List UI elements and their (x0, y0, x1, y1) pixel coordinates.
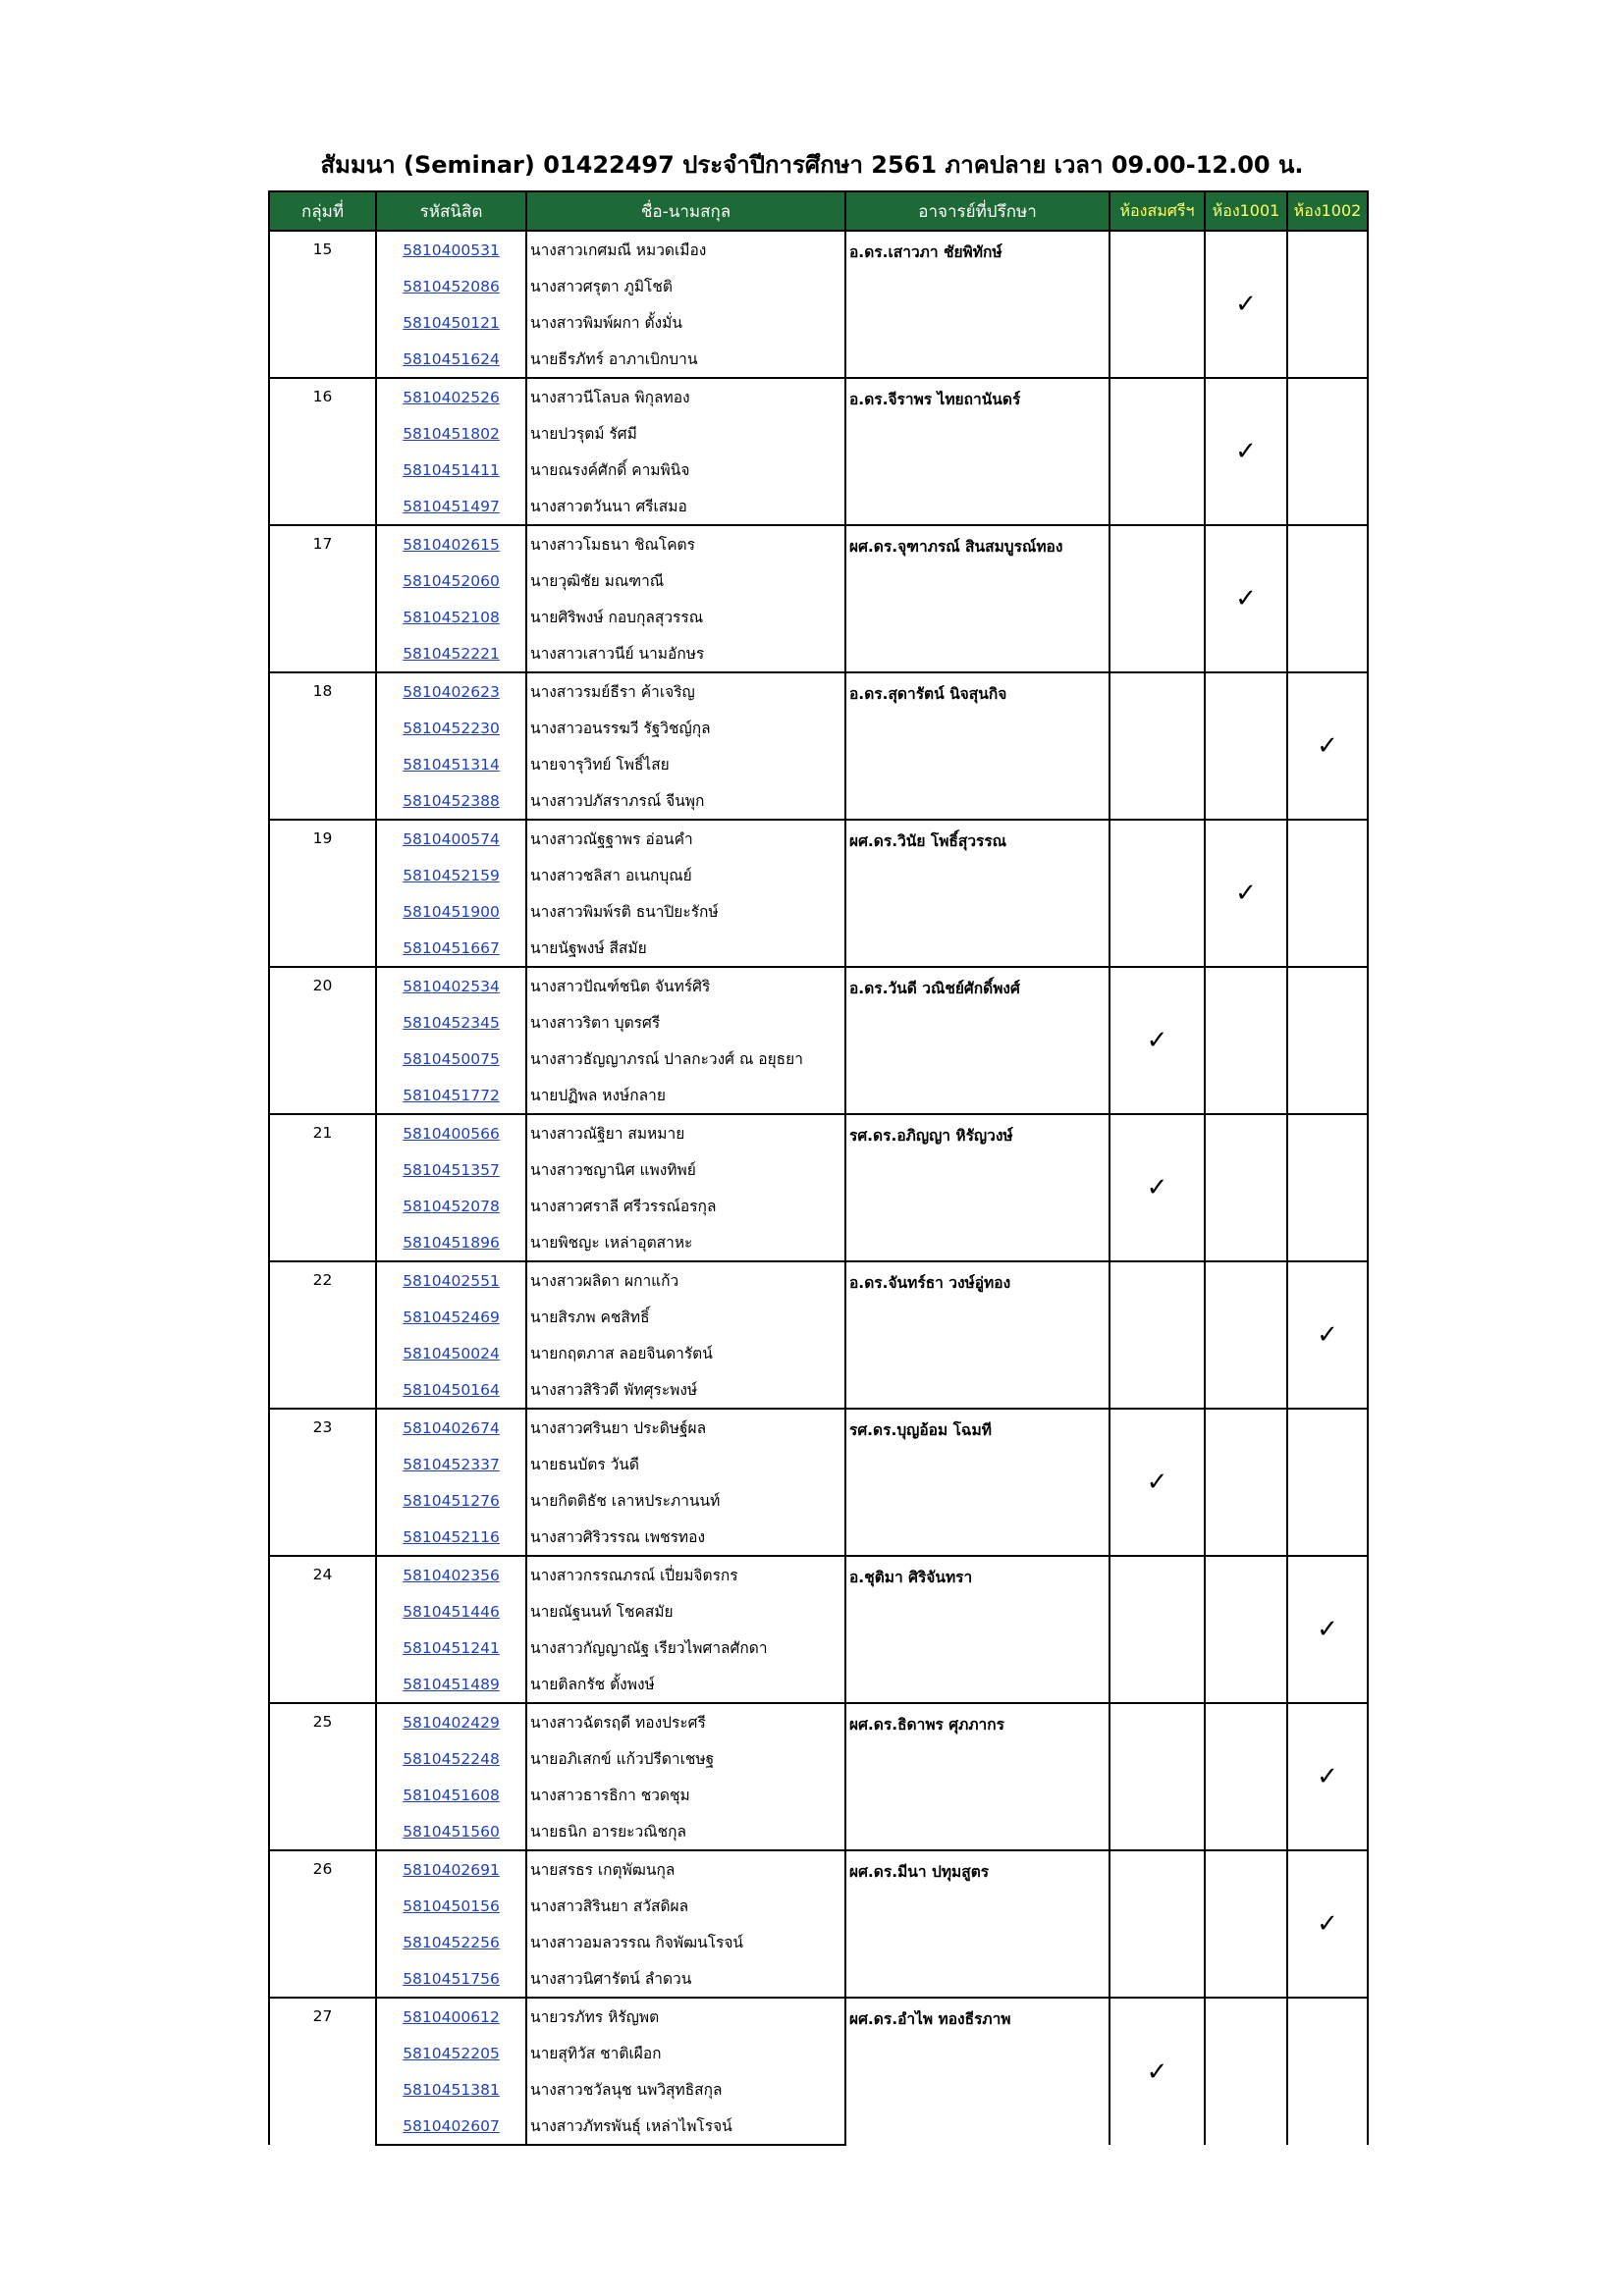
advisor-name: รศ.ดร.บุญอ้อม โฉมที (845, 1409, 1110, 1556)
header-room-1001: ห้อง1001 (1205, 191, 1287, 231)
student-id-link[interactable]: 5810452159 (403, 866, 500, 884)
student-id-cell (376, 1703, 526, 1740)
student-id-link[interactable]: 5810451802 (403, 424, 500, 443)
student-name: นางสาวสิริวดี พัทศุระพงษ์ (526, 1371, 845, 1409)
header-name: ชื่อ-นามสกุล (526, 191, 845, 231)
group-number: 27 (269, 1998, 376, 2145)
student-id-link[interactable]: 5810451900 (403, 902, 500, 921)
room-1001-cell (1205, 525, 1287, 672)
group-number: 15 (269, 231, 376, 378)
student-name: นายกฤตภาส ลอยจินดารัตน์ (526, 1335, 845, 1371)
student-id-cell (376, 1556, 526, 1593)
student-id-link[interactable]: 5810450075 (403, 1049, 500, 1068)
student-id-link[interactable]: 5810402623 (403, 682, 500, 701)
student-id-link[interactable]: 5810451489 (403, 1675, 500, 1693)
student-id-cell (376, 1188, 526, 1224)
student-id-cell (376, 1593, 526, 1629)
student-id-link[interactable]: 5810451446 (403, 1602, 500, 1621)
student-id-link[interactable]: 5810451624 (403, 349, 500, 368)
student-id-link[interactable]: 5810451756 (403, 1969, 500, 1988)
room-somsri-cell (1110, 672, 1205, 820)
header-advisor: อาจารย์ที่ปรึกษา (845, 191, 1110, 231)
student-name: นางสาวศิริวรรณ เพชรทอง (526, 1519, 845, 1556)
room-1001-cell (1205, 1556, 1287, 1703)
student-id-link[interactable]: 5810450121 (403, 313, 500, 332)
group-number: 19 (269, 820, 376, 967)
student-name: นางสาวตวันนา ศรีเสมอ (526, 488, 845, 525)
student-name: นายธนบัตร วันดี (526, 1446, 845, 1482)
table-row (269, 1409, 1368, 1446)
student-id-cell (376, 2071, 526, 2108)
student-name: นางสาวฉัตรฤดี ทองประศรี (526, 1703, 845, 1740)
advisor-name: อ.ดร.เสาวภา ชัยพิทักษ์ (845, 231, 1110, 378)
student-name: นางสาวณัฐิยา สมหมาย (526, 1114, 845, 1151)
student-id-link[interactable]: 5810400612 (403, 2007, 500, 2026)
student-id-link[interactable]: 5810451381 (403, 2080, 500, 2099)
room-1002-cell (1287, 525, 1368, 672)
student-name: นายอภิเสกข์ แก้วปรีดาเชษฐ (526, 1740, 845, 1777)
check-mark-icon: ✓ (1146, 2056, 1168, 2087)
room-somsri-cell (1110, 820, 1205, 967)
student-id-cell (376, 1777, 526, 1813)
student-id-cell (376, 635, 526, 672)
room-somsri-cell (1110, 378, 1205, 525)
check-mark-icon: ✓ (1317, 731, 1338, 761)
check-mark-icon: ✓ (1146, 1026, 1168, 1055)
student-name: นายปวรุตม์ รัศมี (526, 415, 845, 452)
student-name: นายสิรภพ คชสิทธิ์ (526, 1299, 845, 1335)
table-row (269, 1556, 1368, 1593)
advisor-name: ผศ.ดร.อำไพ ทองธีรภาพ (845, 1998, 1110, 2145)
room-somsri-cell (1110, 231, 1205, 378)
student-name: นายณรงค์ศักดิ์ คามพินิจ (526, 452, 845, 488)
check-mark-icon: ✓ (1146, 1468, 1168, 1497)
student-id-cell (376, 304, 526, 341)
room-1002-cell (1287, 1556, 1368, 1703)
student-name: นายสุทิวัส ชาติเผือก (526, 2035, 845, 2071)
student-name: นางสาวกรรณภรณ์ เปี่ยมจิตรกร (526, 1556, 845, 1593)
student-name: นางสาวชญานิศ แพงทิพย์ (526, 1151, 845, 1188)
table-row (269, 1114, 1368, 1151)
check-mark-icon: ✓ (1317, 1909, 1338, 1939)
student-id-cell (376, 1114, 526, 1151)
group-number: 18 (269, 672, 376, 820)
student-name: นายธีรภัทร์ อาภาเบิกบาน (526, 341, 845, 378)
group-number: 21 (269, 1114, 376, 1261)
room-1002-cell (1287, 820, 1368, 967)
student-id-cell (376, 1813, 526, 1850)
group-number: 20 (269, 967, 376, 1114)
student-id-cell (376, 1224, 526, 1261)
student-id-cell (376, 525, 526, 562)
table-row (269, 1703, 1368, 1740)
student-id-cell (376, 1004, 526, 1041)
student-id-cell (376, 341, 526, 378)
advisor-name: อ.ดร.วันดี วณิชย์ศักดิ์พงศ์ (845, 967, 1110, 1114)
student-name: นางสาวพิมพ์ผกา ตั้งมั่น (526, 304, 845, 341)
student-name: นายนัฐพงษ์ สีสมัย (526, 930, 845, 967)
student-id-cell (376, 1335, 526, 1371)
page-title: สัมมนา (Seminar) 01422497 ประจำปีการศึกษา 2561 ภาคปลาย เวลา 09.00-12.00 น. (320, 151, 1304, 179)
table-row (269, 967, 1368, 1004)
room-1001-cell (1205, 1850, 1287, 1998)
room-1001-cell (1205, 1703, 1287, 1850)
table-row (269, 1998, 1368, 2035)
check-mark-icon: ✓ (1146, 1173, 1168, 1202)
room-1001-cell (1205, 672, 1287, 820)
student-name: นางสาวผลิดา ผกาแก้ว (526, 1261, 845, 1299)
student-id-cell (376, 1960, 526, 1998)
student-id-link[interactable]: 5810402526 (403, 388, 500, 406)
student-id-cell (376, 599, 526, 635)
student-id-cell (376, 2108, 526, 2145)
check-mark-icon: ✓ (1317, 1320, 1338, 1350)
student-name: นางสาวนิศารัตน์ ลำดวน (526, 1960, 845, 1998)
student-id-cell (376, 268, 526, 304)
student-id-cell (376, 782, 526, 820)
table-row (269, 820, 1368, 857)
room-1001-cell (1205, 378, 1287, 525)
student-id-link[interactable]: 5810451241 (403, 1638, 500, 1657)
room-1001-cell (1205, 967, 1287, 1114)
advisor-name: ผศ.ดร.ธิดาพร ศุภภากร (845, 1703, 1110, 1850)
student-name: นางสาวเกศมณี หมวดเมือง (526, 231, 845, 268)
room-somsri-cell (1110, 1703, 1205, 1850)
student-id-link[interactable]: 5810402691 (403, 1860, 500, 1879)
student-id-cell (376, 930, 526, 967)
student-name: นายวรภัทร หิรัญพต (526, 1998, 845, 2035)
check-mark-icon: ✓ (1235, 584, 1257, 614)
room-somsri-cell (1110, 1556, 1205, 1703)
student-name: นางสาวริตา บุตรศรี (526, 1004, 845, 1041)
student-name: นางสาวธารธิกา ชวดชุม (526, 1777, 845, 1813)
student-name: นางสาวปัณฑ์ชนิต จันทร์ศิริ (526, 967, 845, 1004)
student-id-link[interactable]: 5810402607 (403, 2116, 500, 2135)
student-id-link[interactable]: 5810451411 (403, 460, 500, 479)
header-room-1002: ห้อง1002 (1287, 191, 1368, 231)
room-1002-cell (1287, 1114, 1368, 1261)
student-id-cell (376, 1482, 526, 1519)
student-name: นางสาวรมย์ธีรา ค้าเจริญ (526, 672, 845, 710)
student-id-cell (376, 562, 526, 599)
student-id-cell (376, 1151, 526, 1188)
room-1001-cell (1205, 820, 1287, 967)
student-id-link[interactable]: 5810400574 (403, 829, 500, 848)
student-id-cell (376, 231, 526, 268)
student-name: นางสาวสิรินยา สวัสดิผล (526, 1888, 845, 1924)
student-name: นายณัฐนนท์ โชคสมัย (526, 1593, 845, 1629)
student-id-cell (376, 1261, 526, 1299)
room-1002-cell (1287, 672, 1368, 820)
room-1002-cell (1287, 378, 1368, 525)
advisor-name: อ.ดร.สุดารัตน์ นิจสุนกิจ (845, 672, 1110, 820)
student-id-link[interactable]: 5810452086 (403, 277, 500, 295)
table-row (269, 1261, 1368, 1299)
student-id-link[interactable]: 5810402429 (403, 1713, 500, 1732)
student-id-cell (376, 893, 526, 930)
student-id-cell (376, 967, 526, 1004)
student-id-link[interactable]: 5810452388 (403, 791, 500, 810)
student-name: นายจารุวิทย์ โพธิ์ไสย (526, 746, 845, 782)
student-id-cell (376, 415, 526, 452)
student-id-cell (376, 1446, 526, 1482)
student-name: นางสาวนีโลบล พิกุลทอง (526, 378, 845, 415)
student-id-cell (376, 746, 526, 782)
advisor-name: รศ.ดร.อภิญญา หิรัญวงษ์ (845, 1114, 1110, 1261)
student-name: นางสาวโมธนา ชิณโคตร (526, 525, 845, 562)
group-number: 16 (269, 378, 376, 525)
student-name: นายกิตติธัช เลาหประภานนท์ (526, 1482, 845, 1519)
room-somsri-cell (1110, 525, 1205, 672)
student-name: นางสาวอมลวรรณ กิจพัฒนโรจน์ (526, 1924, 845, 1960)
room-somsri-cell (1110, 1409, 1205, 1556)
student-id-link[interactable]: 5810452060 (403, 571, 500, 590)
check-mark-icon: ✓ (1317, 1615, 1338, 1644)
table-row (269, 672, 1368, 710)
student-id-cell (376, 1077, 526, 1114)
room-1001-cell (1205, 1998, 1287, 2145)
student-id-cell (376, 1924, 526, 1960)
check-mark-icon: ✓ (1235, 437, 1257, 466)
student-id-cell (376, 1409, 526, 1446)
student-id-link[interactable]: 5810452248 (403, 1749, 500, 1768)
student-name: นายวุฒิชัย มณฑาณี (526, 562, 845, 599)
student-id-cell (376, 1519, 526, 1556)
student-id-link[interactable]: 5810402356 (403, 1566, 500, 1584)
table-row (269, 378, 1368, 415)
student-id-link[interactable]: 5810400566 (403, 1124, 500, 1143)
header-group: กลุ่มที่ (269, 191, 376, 231)
student-id-link[interactable]: 5810450156 (403, 1896, 500, 1915)
advisor-name: อ.ดร.จันทร์ธา วงษ์อู่ทอง (845, 1261, 1110, 1409)
group-number: 23 (269, 1409, 376, 1556)
student-id-link[interactable]: 5810450024 (403, 1344, 500, 1362)
student-id-cell (376, 452, 526, 488)
check-mark-icon: ✓ (1317, 1762, 1338, 1791)
student-id-link[interactable]: 5810452469 (403, 1308, 500, 1326)
student-id-link[interactable]: 5810450164 (403, 1380, 500, 1399)
student-name: นางสาวธัญญาภรณ์ ปาลกะวงศ์ ณ อยุธยา (526, 1041, 845, 1077)
student-name: นางสาวปภัสราภรณ์ จีนพุก (526, 782, 845, 820)
student-name: นางสาวชลิสา อเนกบุณย์ (526, 857, 845, 893)
room-1002-cell (1287, 231, 1368, 378)
student-name: นางสาวพิมพ์รติ ธนาปิยะรักษ์ (526, 893, 845, 930)
room-1002-cell (1287, 1409, 1368, 1556)
student-id-link[interactable]: 5810402674 (403, 1418, 500, 1437)
student-id-link[interactable]: 5810451608 (403, 1786, 500, 1804)
advisor-name: ผศ.ดร.จุฑาภรณ์ สินสมบูรณ์ทอง (845, 525, 1110, 672)
check-mark-icon: ✓ (1235, 879, 1257, 908)
room-1002-cell (1287, 1998, 1368, 2145)
advisor-name: อ.ดร.จีราพร ไทยถานันดร์ (845, 378, 1110, 525)
student-id-cell (376, 857, 526, 893)
student-name: นายศิริพงษ์ กอบกุลสุวรรณ (526, 599, 845, 635)
table-row (269, 525, 1368, 562)
student-id-link[interactable]: 5810451357 (403, 1160, 500, 1179)
student-id-cell (376, 488, 526, 525)
room-somsri-cell (1110, 1114, 1205, 1261)
student-id-link[interactable]: 5810451276 (403, 1491, 500, 1510)
student-id-link[interactable]: 5810452078 (403, 1197, 500, 1215)
student-id-link[interactable]: 5810452337 (403, 1455, 500, 1473)
table-body (269, 231, 1368, 2145)
student-id-cell (376, 672, 526, 710)
student-id-link[interactable]: 5810451497 (403, 497, 500, 515)
student-id-link[interactable]: 5810452256 (403, 1933, 500, 1951)
student-id-link[interactable]: 5810402534 (403, 977, 500, 995)
seminar-schedule-table (268, 190, 1369, 2146)
student-name: นายพิชญะ เหล่าอุตสาหะ (526, 1224, 845, 1261)
room-1002-cell (1287, 967, 1368, 1114)
student-id-cell (376, 1371, 526, 1409)
room-1002-cell (1287, 1850, 1368, 1998)
group-number: 25 (269, 1703, 376, 1850)
group-number: 22 (269, 1261, 376, 1409)
student-id-link[interactable]: 5810452205 (403, 2044, 500, 2062)
student-name: นางสาวกัญญาณัฐ เรียวไพศาลศักดา (526, 1629, 845, 1666)
room-somsri-cell (1110, 1998, 1205, 2145)
student-id-cell (376, 1740, 526, 1777)
student-id-link[interactable]: 5810451560 (403, 1822, 500, 1841)
student-id-cell (376, 710, 526, 746)
room-1002-cell (1287, 1261, 1368, 1409)
student-id-link[interactable]: 5810402615 (403, 535, 500, 554)
room-somsri-cell (1110, 1850, 1205, 1998)
student-id-cell (376, 1888, 526, 1924)
student-id-link[interactable]: 5810451314 (403, 755, 500, 774)
room-1001-cell (1205, 1409, 1287, 1556)
check-mark-icon: ✓ (1235, 290, 1257, 319)
table-header (269, 191, 1368, 231)
student-id-link[interactable]: 5810402551 (403, 1271, 500, 1290)
student-name: นางสาวเสาวนีย์ นามอักษร (526, 635, 845, 672)
student-id-link[interactable]: 5810452221 (403, 644, 500, 663)
student-name: นางสาวศราลี ศรีวรรณ์อรกุล (526, 1188, 845, 1224)
student-name: นายสรธร เกตุพัฒนกุล (526, 1850, 845, 1888)
room-somsri-cell (1110, 1261, 1205, 1409)
student-id-link[interactable]: 5810451772 (403, 1086, 500, 1104)
student-name: นายธนิก อารยะวณิชกุล (526, 1813, 845, 1850)
student-id-cell (376, 1629, 526, 1666)
student-name: นางสาวอนรรฆวี รัฐวิชญ์กุล (526, 710, 845, 746)
student-name: นางสาวชวัลนุช นพวิสุทธิสกุล (526, 2071, 845, 2108)
student-id-link[interactable]: 5810451896 (403, 1233, 500, 1252)
student-id-cell (376, 1041, 526, 1077)
student-id-cell (376, 378, 526, 415)
student-id-link[interactable]: 5810452345 (403, 1013, 500, 1032)
table-row (269, 1850, 1368, 1888)
student-name: นายติลกรัช ตั้งพงษ์ (526, 1666, 845, 1703)
student-id-cell (376, 1299, 526, 1335)
header-room-somsri: ห้องสมศรีฯ (1110, 191, 1205, 231)
student-name: นางสาวศรินยา ประดิษฐ์ผล (526, 1409, 845, 1446)
room-somsri-cell (1110, 967, 1205, 1114)
student-id-cell (376, 1666, 526, 1703)
student-id-link[interactable]: 5810452116 (403, 1527, 500, 1546)
group-number: 17 (269, 525, 376, 672)
student-id-cell (376, 1850, 526, 1888)
advisor-name: อ.ชุติมา ศิริจันทรา (845, 1556, 1110, 1703)
student-id-cell (376, 1998, 526, 2035)
student-id-cell (376, 2035, 526, 2071)
student-id-cell (376, 820, 526, 857)
room-1001-cell (1205, 231, 1287, 378)
student-name: นายปฏิพล หงษ์กลาย (526, 1077, 845, 1114)
room-1002-cell (1287, 1703, 1368, 1850)
student-id-link[interactable]: 5810452108 (403, 608, 500, 626)
student-name: นางสาวภัทรพันธุ์ เหล่าไพโรจน์ (526, 2108, 845, 2145)
header-student-id: รหัสนิสิต (376, 191, 526, 231)
group-number: 24 (269, 1556, 376, 1703)
student-name: นางสาวณัฐฐาพร อ่อนคำ (526, 820, 845, 857)
room-1001-cell (1205, 1261, 1287, 1409)
table-row (269, 231, 1368, 268)
student-id-link[interactable]: 5810451667 (403, 938, 500, 957)
advisor-name: ผศ.ดร.มีนา ปทุมสูตร (845, 1850, 1110, 1998)
student-id-link[interactable]: 5810452230 (403, 719, 500, 737)
advisor-name: ผศ.ดร.วินัย โพธิ์สุวรรณ (845, 820, 1110, 967)
student-id-link[interactable]: 5810400531 (403, 240, 500, 259)
group-number: 26 (269, 1850, 376, 1998)
room-1001-cell (1205, 1114, 1287, 1261)
student-name: นางสาวศรุตา ภูมิโชติ (526, 268, 845, 304)
